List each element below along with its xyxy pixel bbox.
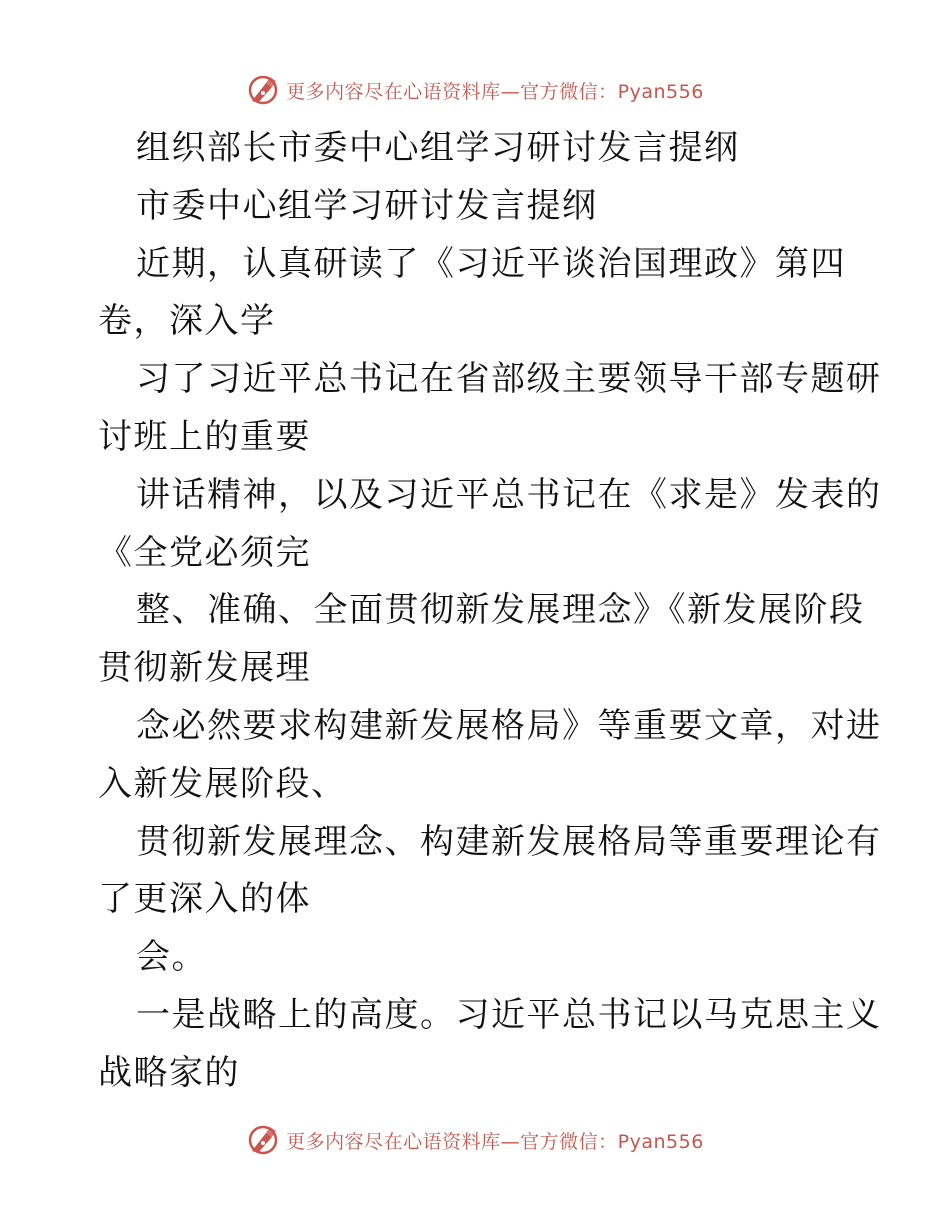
document-line: 市委中心组学习研讨发言提纲: [136, 185, 598, 226]
banner-text: 更多内容尽在心语资料库—官方微信：Pyan556: [286, 1130, 704, 1153]
document-line: 组织部长市委中心组学习研讨发言提纲: [136, 128, 740, 168]
footer-banner: [0, 1120, 950, 1160]
document-line: 一是战略上的高度。习近平总书记以马克思主义: [136, 994, 882, 1035]
document-line: 习了习近平总书记在省部级主要领导干部专题研: [136, 359, 882, 400]
document-line: 入新发展阶段、: [98, 763, 347, 804]
document-line: 讲话精神，以及习近平总书记在《求是》发表的: [136, 474, 882, 515]
document-line: 战略家的: [98, 1052, 240, 1093]
pen-nib-logo-icon: [246, 1123, 280, 1157]
header-banner: [0, 70, 950, 110]
pen-nib-logo-icon: [246, 73, 280, 107]
document-line: 近期，认真研读了《习近平谈治国理政》第四: [136, 243, 846, 284]
document-line: 《全党必须完: [98, 532, 311, 573]
banner-text: 更多内容尽在心语资料库—官方微信：Pyan556: [286, 80, 704, 103]
document-line: 整、准确、全面贯彻新发展理念》《新发展阶段: [136, 590, 865, 631]
document-body: [98, 120, 882, 1103]
document-line: 卷，深入学: [98, 301, 276, 342]
document-line: 会。: [136, 937, 207, 978]
document-line: 了更深入的体: [98, 879, 311, 920]
document-line: 念必然要求构建新发展格局》等重要文章，对进: [136, 705, 882, 746]
document-line: 贯彻新发展理念、构建新发展格局等重要理论有: [136, 821, 882, 862]
document-line: 讨班上的重要: [98, 416, 311, 457]
document-line: 贯彻新发展理: [98, 648, 311, 689]
